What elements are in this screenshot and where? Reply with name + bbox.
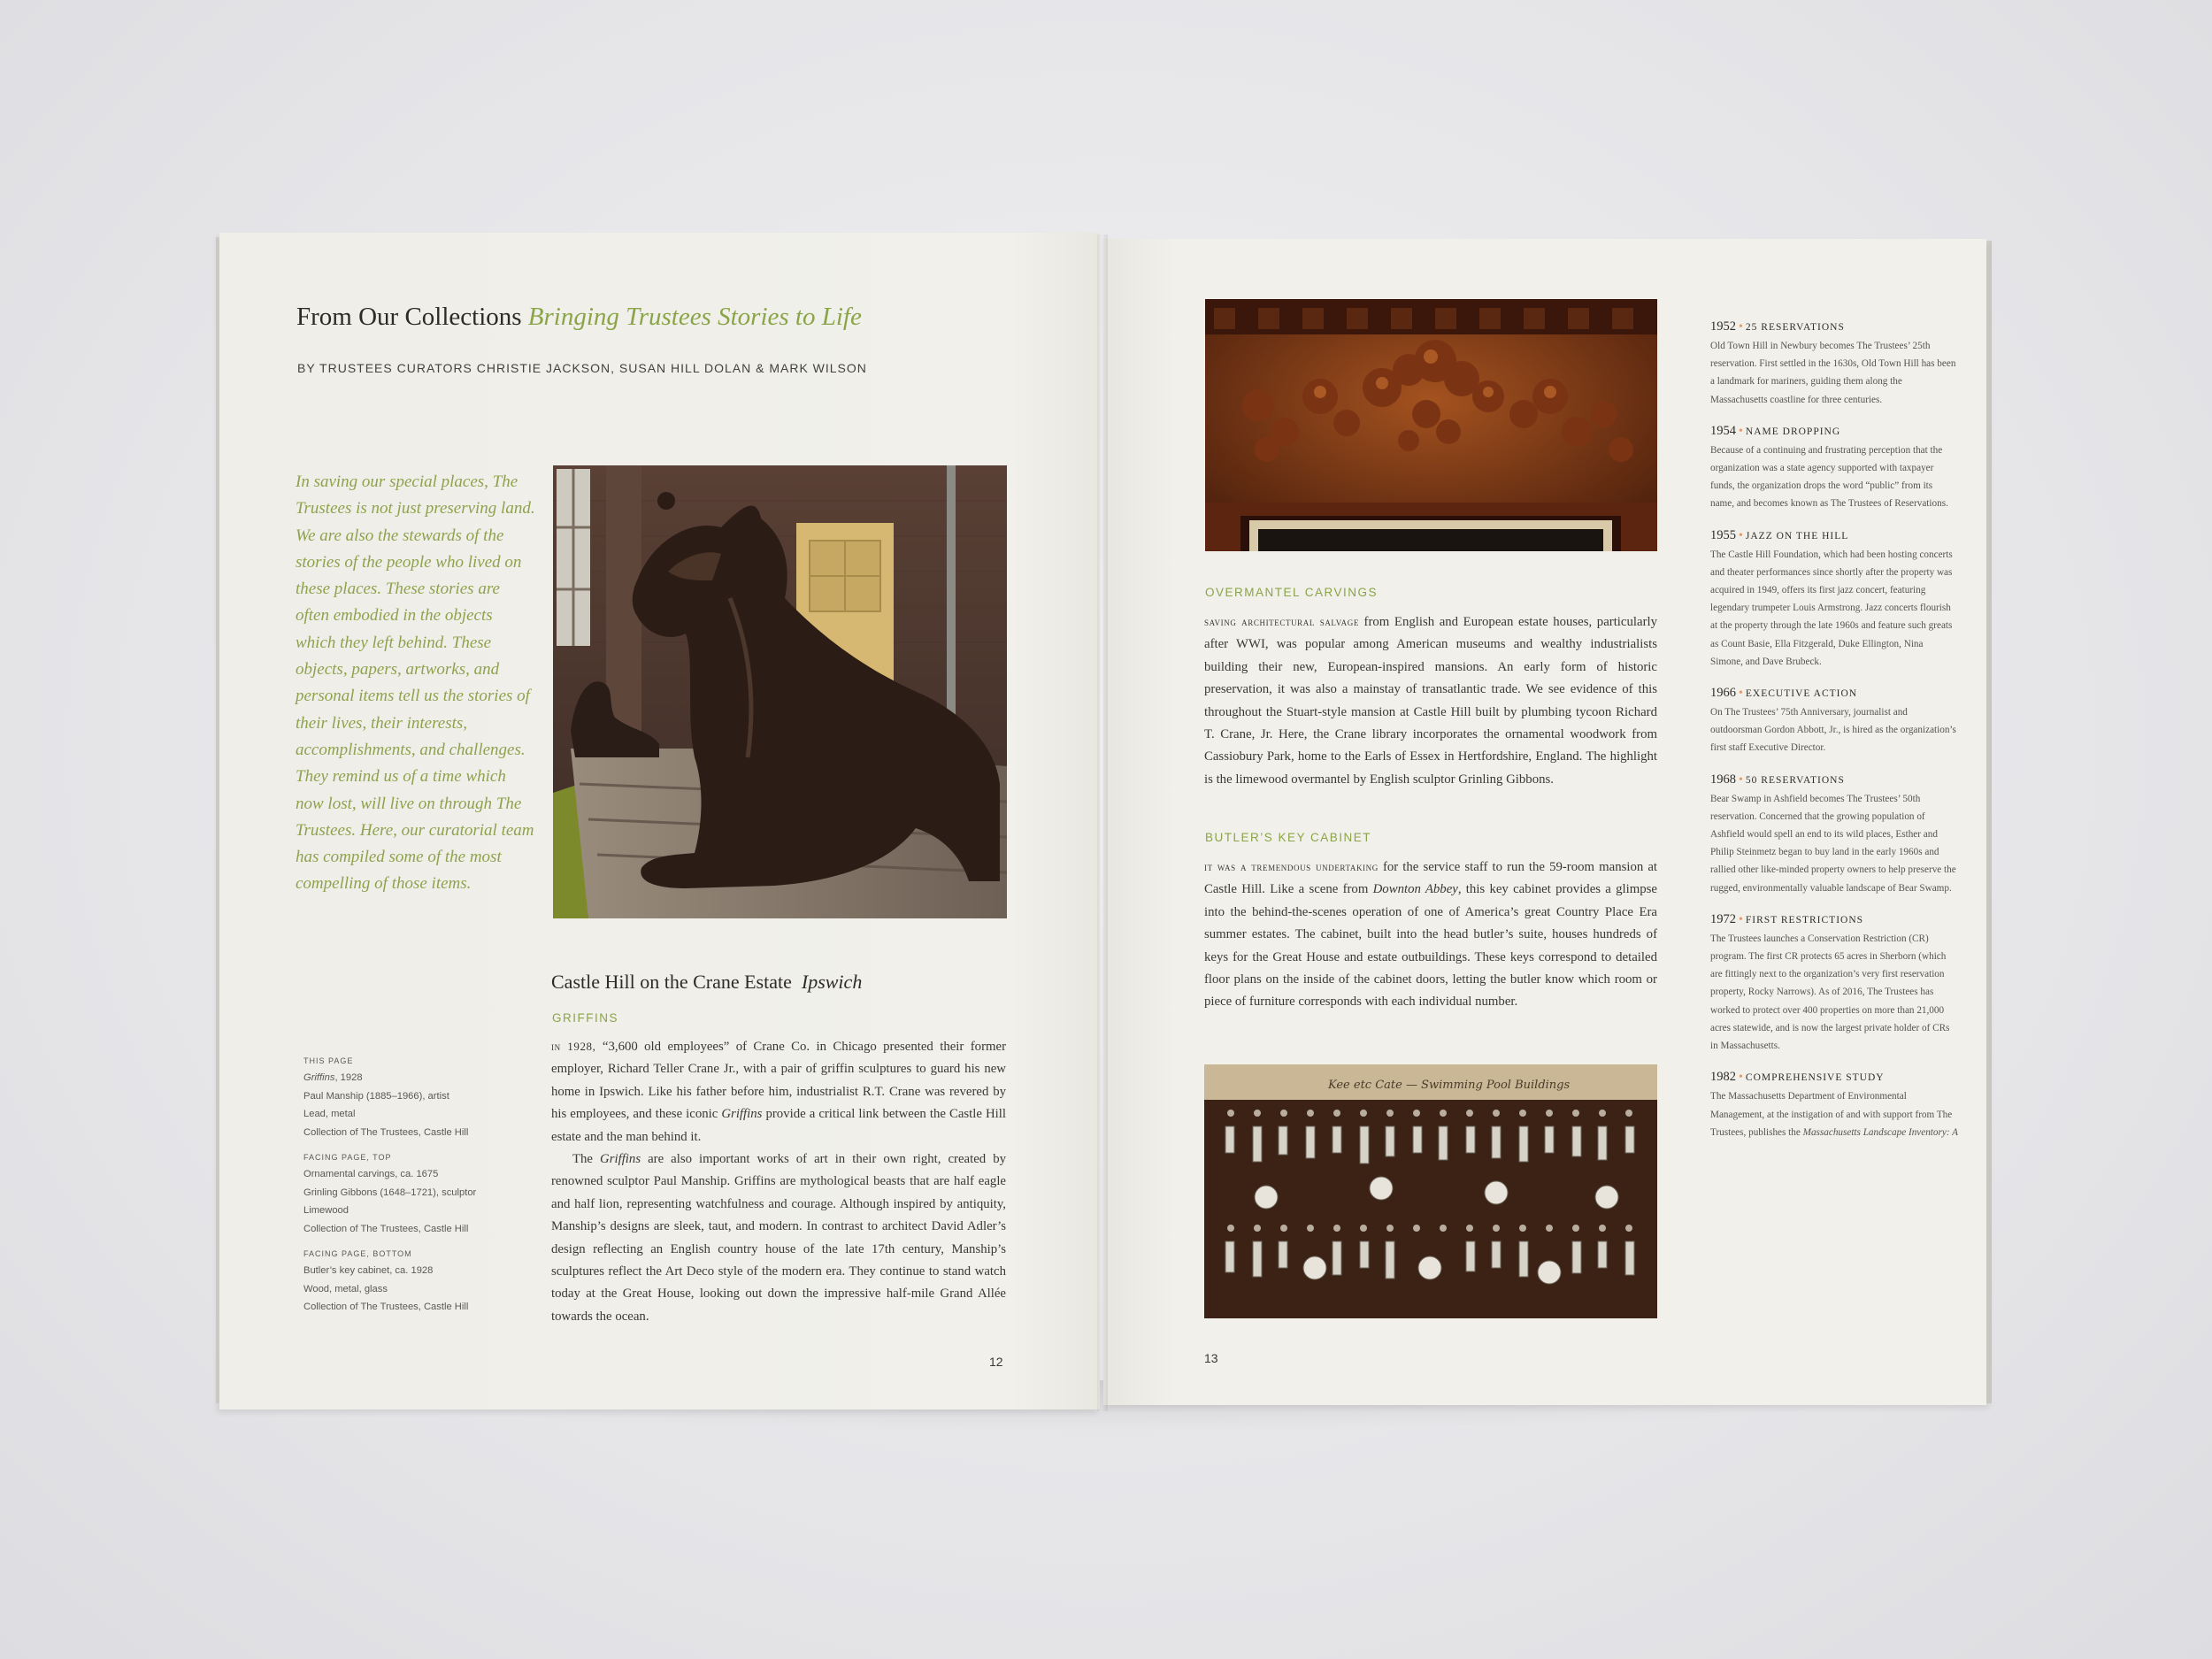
article-title bbox=[296, 303, 862, 332]
caption-line: Wood, metal, glass bbox=[303, 1283, 388, 1294]
section-title-text: Castle Hill on the Crane Estate bbox=[551, 971, 792, 993]
griffins-p2-italic: Griffins bbox=[600, 1152, 641, 1167]
butler-paragraph bbox=[1204, 856, 1657, 1014]
griffins-p1-end: provide a critical link between the Castle Hill estate and the man behind it. bbox=[551, 1107, 1006, 1144]
timeline-year: 1954 bbox=[1710, 423, 1736, 438]
timeline-text: The Trustees launches a Conservation Restriction (CR) program. The first CR protects 65 acres in Sherborn (which are fittingly next to the organization’s very first reservation property, Rocky Narrows). As of 2016, The Trustees has worked to protect over 400 properties on more than 21,000 acres statewide, and is now the largest private holder of CRs in Massachusetts. bbox=[1710, 933, 1950, 1052]
title-main: From Our Collections bbox=[296, 303, 522, 331]
timeline-year: 1952 bbox=[1710, 319, 1736, 334]
caption-bottom-head: FACING PAGE, BOTTOM bbox=[303, 1249, 412, 1258]
timeline-text: On The Trustees’ 75th Anniversary, journalist and outdoorsman Gordon Abbott, Jr., is hired as the organization’s first staff Executive Director. bbox=[1710, 707, 1956, 754]
pull-quote: In saving our special places, The Trustees is not just preserving land. We are also the stewards of the stories of the people who lived on these places. These stories are often embodied in the objects which they left behind. These objects, papers, artworks, and personal items tell us the stories of their lives, their interests, accomplishments, and challenges. They remind us of a time which now lost, will live on through The Trustees. Here, our curatorial team has compiled some of the most compelling of those items. bbox=[296, 472, 535, 894]
overmantel-lead-in: saving architectural salvage bbox=[1204, 615, 1359, 628]
butler-text-a: for the service staff to run the 59-room mansion at Castle Hill. Like a scene from bbox=[1204, 860, 1658, 897]
timeline-entry-heading bbox=[1710, 421, 1958, 442]
caption-line: Butler’s key cabinet, ca. 1928 bbox=[303, 1265, 434, 1276]
timeline-year: 1972 bbox=[1710, 911, 1736, 926]
timeline-entry-heading bbox=[1710, 1067, 1958, 1087]
timeline-text: Old Town Hill in Newbury becomes The Trustees’ 25th reservation. First settled in the 1630s, Old Town Hill has been a landmark for mariners, guiding them along the Massachusetts coastline for three centuries. bbox=[1710, 341, 1956, 405]
timeline-entry bbox=[1710, 421, 1958, 513]
overmantel-carving-photo bbox=[1205, 299, 1657, 551]
timeline-entry bbox=[1710, 526, 1958, 671]
caption-title-year: , 1928 bbox=[334, 1072, 363, 1083]
caption-line: Grinling Gibbons (1648–1721), sculptor bbox=[303, 1187, 477, 1198]
timeline-label: JAZZ ON THE HILL bbox=[1745, 530, 1849, 541]
griffins-lead-in: in 1928, bbox=[551, 1040, 596, 1053]
timeline-entry bbox=[1710, 1067, 1958, 1141]
griffins-p2-text: are also important works of art in their own right, created by renowned sculptor Paul Manship. Griffins are mythological beasts that are half eagle and half lion, representing watchfulness and courage. Although inspired by antiquity, Manship’s designs are sleek, taut, and modern. In contrast to architect David Adler’s design reflecting an English country house of the late 17th century, Manship’s sculptures reflect the Art Deco style of the modern era. They continue to stand watch today at the Great House, looking out down the impressive half-mile Grand Allée towards the ocean. bbox=[551, 1152, 1006, 1324]
caption-line: Lead, metal bbox=[303, 1109, 356, 1119]
bullet-dot-icon: • bbox=[1739, 687, 1743, 701]
caption-line: Paul Manship (1885–1966), artist bbox=[303, 1090, 449, 1102]
butler-heading: BUTLER’S KEY CABINET bbox=[1205, 831, 1372, 844]
spine-fold bbox=[1097, 234, 1108, 1411]
key-cabinet-photo bbox=[1204, 1064, 1657, 1318]
page-number-right: 13 bbox=[1204, 1351, 1218, 1365]
timeline-year: 1968 bbox=[1710, 772, 1736, 787]
griffin-sculpture-photo bbox=[553, 465, 1007, 918]
timeline-label: 50 RESERVATIONS bbox=[1745, 774, 1845, 786]
timeline-entry-heading bbox=[1710, 683, 1958, 703]
timeline-text-main: The Massachusetts Department of Environmental Management, at the instigation of and with support from The Trustees, publishes the bbox=[1710, 1091, 1953, 1138]
butler-body bbox=[1204, 856, 1657, 1014]
timeline-entry-heading bbox=[1710, 317, 1958, 337]
overmantel-body bbox=[1204, 611, 1657, 791]
butler-text-b: , this key cabinet provides a glimpse into the behind-the-scenes operation of one of America’s great Country Place Era summer estates. The cabinet, built into the head butler’s suite, houses hundreds of keys for the Great House and estate outbuildings. These keys correspond to detailed floor plans on the inside of the cabinet doors, letting the butler know which room or piece of furniture corresponds with each individual number. bbox=[1204, 882, 1657, 1010]
griffins-paragraph-2 bbox=[551, 1148, 1006, 1328]
page-number-left: 12 bbox=[989, 1355, 1003, 1369]
overmantel-heading: OVERMANTEL CARVINGS bbox=[1205, 586, 1379, 599]
timeline-text-italic: Massachusetts Landscape Inventory: A bbox=[1802, 1126, 1958, 1138]
overmantel-paragraph bbox=[1204, 611, 1657, 791]
bullet-dot-icon: • bbox=[1739, 320, 1743, 334]
bullet-dot-icon: • bbox=[1739, 528, 1743, 542]
timeline-entry bbox=[1710, 770, 1958, 897]
bullet-dot-icon: • bbox=[1739, 912, 1743, 926]
caption-line: Ornamental carvings, ca. 1675 bbox=[303, 1169, 439, 1179]
timeline-column bbox=[1710, 317, 1958, 1322]
timeline-year: 1955 bbox=[1710, 527, 1736, 542]
timeline-label: COMPREHENSIVE STUDY bbox=[1745, 1072, 1885, 1084]
timeline-text: The Castle Hill Foundation, which had been hosting concerts and theater performances since shortly after the property was acquired in 1949, offers its first jazz concert, featuring legendary trumpeter Louis Armstrong. Jazz concerts flourish at the property through the late 1960s and feature such greats as Count Basie, Ella Fitzgerald, Duke Ellington, Nina Simone, and Dave Brubeck. bbox=[1710, 549, 1953, 667]
caption-line: Collection of The Trustees, Castle Hill bbox=[303, 1223, 469, 1234]
byline: BY TRUSTEES CURATORS CHRISTIE JACKSON, SUSAN HILL DOLAN & MARK WILSON bbox=[297, 361, 867, 375]
key-cabinet-label: Kee etc Cate — Swimming Pool Buildings bbox=[1328, 1079, 1571, 1092]
timeline-label: FIRST RESTRICTIONS bbox=[1745, 914, 1864, 926]
timeline-entry bbox=[1710, 910, 1958, 1055]
timeline-entry-heading bbox=[1710, 526, 1958, 546]
timeline-entry-heading bbox=[1710, 770, 1958, 790]
caption-line: Limewood bbox=[303, 1205, 349, 1216]
timeline-entry bbox=[1710, 317, 1958, 409]
caption-this-page-title bbox=[303, 1069, 498, 1087]
butler-lead-in: it was a tremendous undertaking bbox=[1204, 860, 1379, 873]
caption-title-italic: Griffins bbox=[303, 1072, 335, 1083]
timeline-label: 25 RESERVATIONS bbox=[1745, 322, 1845, 333]
timeline-entry bbox=[1710, 683, 1958, 757]
bullet-dot-icon: • bbox=[1739, 424, 1743, 438]
timeline-label: NAME DROPPING bbox=[1745, 426, 1841, 437]
caption-top-head: FACING PAGE, TOP bbox=[303, 1153, 392, 1162]
timeline-year: 1982 bbox=[1710, 1070, 1736, 1085]
timeline-text: Because of a continuing and frustrating perception that the organization was a state agency supported with taxpayer funds, the organization drops the word “public” from its name, and becomes known as The Trustees of Reservations. bbox=[1710, 444, 1948, 510]
caption-this-page-head: THIS PAGE bbox=[303, 1056, 354, 1065]
griffins-p1-text: “3,600 old employees” of Crane Co. in Chicago presented their former employer, Richard Teller Crane Jr., with a pair of griffin sculptures to guard his new home in Ipswich. Like his father before him, industrialist R.T. Crane was revered by his employees, and these iconic bbox=[551, 1040, 1007, 1122]
griffins-body bbox=[551, 1035, 1006, 1328]
timeline-year: 1966 bbox=[1710, 686, 1736, 701]
griffins-p1-italic: Griffins bbox=[721, 1107, 763, 1122]
bullet-dot-icon: • bbox=[1739, 1071, 1743, 1085]
photo-captions bbox=[303, 1053, 498, 1317]
timeline-label: EXECUTIVE ACTION bbox=[1745, 688, 1858, 700]
bullet-dot-icon: • bbox=[1739, 772, 1743, 787]
griffins-paragraph-1 bbox=[551, 1035, 1006, 1148]
section-title bbox=[551, 971, 862, 994]
griffins-heading: GRIFFINS bbox=[552, 1011, 618, 1025]
section-place: Ipswich bbox=[801, 971, 863, 993]
timeline-entry-heading bbox=[1710, 910, 1958, 930]
caption-line: Collection of The Trustees, Castle Hill bbox=[303, 1302, 469, 1312]
caption-line: Collection of The Trustees, Castle Hill bbox=[303, 1126, 469, 1138]
timeline-text bbox=[1710, 1087, 1958, 1141]
title-accent: Bringing Trustees Stories to Life bbox=[527, 303, 862, 331]
butler-text-italic: Downton Abbey bbox=[1372, 882, 1458, 897]
overmantel-text: from English and European estate houses, particularly after WWI, was popular among American museums and wealthy industrialists building their new, European-inspired mansions. An early form of historic preservation, it was also a mainstay of transatlantic trade. We see evidence of this throughout the Stuart-style mansion at Castle Hill built by plumbing tycoon Richard T. Crane, Jr. Here, the Crane library incorporates the ornamental woodwork from Cassiobury Park, home to the Earls of Essex in Hertfordshire, England. The highlight is the limewood overmantel by English sculptor Grinling Gibbons. bbox=[1204, 615, 1658, 787]
timeline-text: Bear Swamp in Ashfield becomes The Trustees’ 50th reservation. Concerned that the growing population of Ashfield would spell an end to its wild places, Esther and Philip Steinmetz began to buy land in the early 1960s and rallied other like-minded property owners to help preserve the rugged, environmentally valuable landscape of Bear Swamp. bbox=[1710, 793, 1956, 894]
griffins-p2-start: The bbox=[572, 1152, 594, 1167]
